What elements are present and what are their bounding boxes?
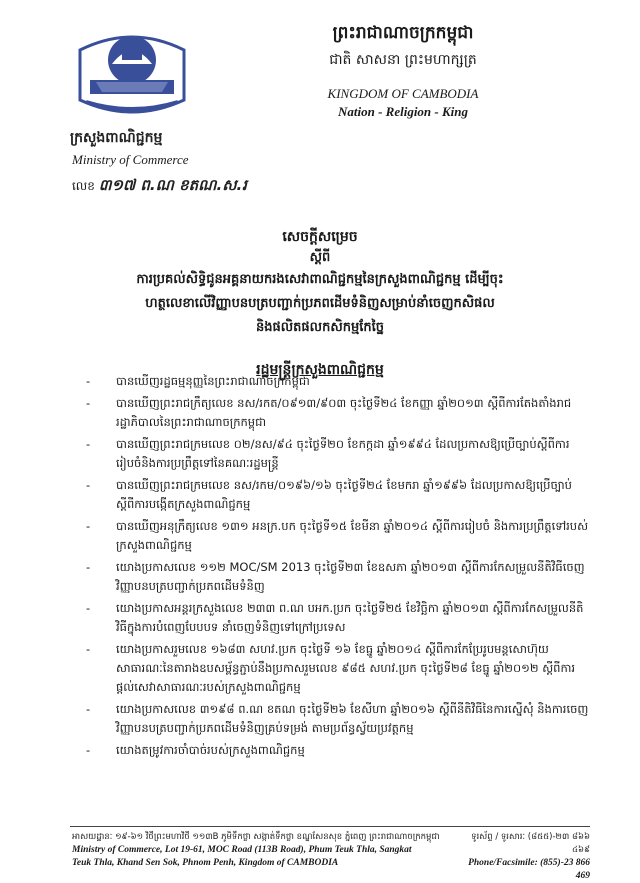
- recitals-list: [86, 372, 590, 763]
- footer-address-khmer: អាសយដ្ឋានៈ ១៩-៦១ វិថីព្រះមហាវិថី ១១៣B ភូមិទឹកថ្លា សង្កាត់ទឹកថ្លា ខណ្ឌសែនសុខ ភ្នំពេញ ព្រះរាជាណាចក្រកម្ពុជា: [72, 832, 440, 842]
- recital-item: - បានឃើញព្រះរាជក្រមលេខ នស/រកម/០១៩៦/១៦ ចុះថ្ងៃទី២៤ ខែមករា ឆ្នាំ១៩៩៦ ដែលប្រកាសឱ្យប្រើច្បាប់ស្តីពីការបង្កើតក្រសួងពាណិជ្ជកម្ម: [86, 478, 572, 511]
- footer-address-english-line-1: Ministry of Commerce, Lot 19-61, MOC Road (113B Road), Phum Teuk Thla, Sangkat: [72, 845, 412, 855]
- footer-phone-khmer: ទូរស័ព្ទ / ទូរសារៈ (៨៥៥)-២៣ ៨៦៦ ៤៦៩: [471, 832, 590, 855]
- subject-line-3: និងផលិតផលកសិកម្មកែច្នៃ: [256, 320, 384, 335]
- recital-item: - យោងប្រកាសលេខ ១១២ MOC/SM 2013 ចុះថ្ងៃទី២៣ ខែឧសភា ឆ្នាំ២០១៣ ស្តីពីការកែសម្រួលនីតិវិធីចេញវិញ្ញាបនបត្របញ្ជាក់ប្រភពដើមទំនិញ: [86, 560, 585, 593]
- recital-item: - បានឃើញព្រះរាជក្រឹត្យលេខ នស/រកត/០៩១៣/៩០៣ ចុះថ្ងៃទី២៤ ខែកញ្ញា ឆ្នាំ២០១៣ ស្តីពីការតែងតាំងរាជរដ្ឋាភិបាលនៃព្រះរាជាណាចក្រកម្ពុជា: [86, 396, 572, 429]
- recital-item: - យោងប្រកាសលេខ ៣១៩៨ ព.ណ ខតណ ចុះថ្ងៃទី២៦ ខែសីហា ឆ្នាំ២០១៦ ស្តីពីនីតិវិធីនៃការស្នើសុំ និងការចេញវិញ្ញាបនបត្របញ្ជាក់ប្រភពដើមទំនិញគ្រប់ទម្រង់ តាមប្រព័ន្ធស្វ័យប្រវត្តកម្ម: [86, 702, 589, 735]
- footer-phone: [462, 831, 590, 883]
- recital-item: - បានឃើញរដ្ឋធម្មនុញ្ញនៃព្រះរាជាណាចក្រកម្ពុជា: [86, 374, 310, 388]
- reference-label: លេខ: [72, 179, 95, 193]
- recital-item: - យោងប្រកាសរួមលេខ ១៦៨៣ សហវ.ប្រក ចុះថ្ងៃទី ១៦ ខែធ្នូ ឆ្នាំ២០១៤ ស្តីពីការកែប្រែរូបមន្តសោហ៊ុយសាធារណៈនៃតារាងឧបសម្ព័ន្ធភ្ជាប់នឹងប្រកាសរួមលេខ ៩៨៥ សហវ.ប្រក ចុះថ្ងៃទី២៨ ខែធ្នូ ឆ្នាំ២០១២ ស្តីពីការផ្តល់សេវាសាធារណៈរបស់ក្រសួងពាណិជ្ជកម្ម: [86, 642, 576, 694]
- ministry-name-english: Ministry of Commerce: [72, 152, 189, 167]
- ministry-name-khmer: ក្រសួងពាណិជ្ជកម្ម: [70, 130, 163, 146]
- reference-number: [72, 176, 247, 198]
- recital-item: - បានឃើញព្រះរាជក្រមលេខ ០២/នស/៩៤ ចុះថ្ងៃទី២០ ខែកក្កដា ឆ្នាំ១៩៩៤ ដែលប្រកាសឱ្យប្រើច្បាប់ស្តីពីការរៀបចំនិងការប្រព្រឹត្តទៅនៃគណៈរដ្ឋមន្ត្រី: [86, 437, 570, 470]
- kingdom-name-english: KINGDOM OF CAMBODIA: [327, 86, 479, 101]
- recital-item: - បានឃើញអនុក្រឹត្យលេខ ១៣១ អនក្រ.បក ចុះថ្ងៃទី១៥ ខែមីនា ឆ្នាំ២០១៤ ស្តីពីការរៀបចំ និងការប្រព្រឹត្តទៅរបស់ក្រសួងពាណិជ្ជកម្ម: [86, 519, 589, 552]
- subject-line-1: ការប្រគល់សិទ្ធិជូនអគ្គនាយករងសេវាពាណិជ្ជកម្មនៃក្រសួងពាណិជ្ជកម្ម ដើម្បីចុះ: [136, 272, 504, 287]
- subject-label: ស្តីពី: [309, 250, 331, 265]
- subject-line-2: ហត្ថលេខាលើវិញ្ញាបនបត្របញ្ជាក់ប្រភពដើមទំនិញសម្រាប់នាំចេញកសិផល: [145, 296, 495, 311]
- reference-handwritten: ៣១៧ ព.ណ ខតណ.ស.រ: [98, 176, 247, 194]
- footer-address: [72, 831, 452, 870]
- footer-phone-english: Phone/Facsimile: (855)-23 866 469: [468, 858, 590, 881]
- footer-address-english-line-2: Teuk Thla, Khand Sen Sok, Phnom Penh, Kingdom of CAMBODIA: [72, 858, 339, 868]
- decision-heading: សេចក្តីសម្រេច: [282, 229, 358, 245]
- national-motto-english: Nation - Religion - King: [337, 104, 469, 119]
- kingdom-name-khmer: ព្រះរាជាណាចក្រកម្ពុជា: [332, 23, 474, 43]
- recital-item: - យោងប្រកាសអន្តរក្រសួងលេខ ២៣៣ ព.ណ បអក.ប្រក ចុះថ្ងៃទី២៥ ខែវិច្ឆិកា ឆ្នាំ២០១៣ ស្តីពីការកែសម្រួលនីតិវិធីក្នុងការបំពេញបែបបទ នាំចេញទំនិញទៅក្រៅប្រទេស: [86, 601, 584, 634]
- ministry-logo-emblem: [72, 20, 192, 126]
- national-motto-khmer: ជាតិ សាសនា ព្រះមហាក្សត្រ: [329, 52, 477, 68]
- decision-title-block: [60, 226, 580, 382]
- recital-item: - យោងតម្រូវការចាំបាច់របស់ក្រសួងពាណិជ្ជកម្ម: [86, 743, 305, 757]
- minister-heading: រដ្ឋមន្ត្រីក្រសួងពាណិជ្ជកម្ម: [256, 362, 384, 378]
- footer-divider: [70, 826, 590, 827]
